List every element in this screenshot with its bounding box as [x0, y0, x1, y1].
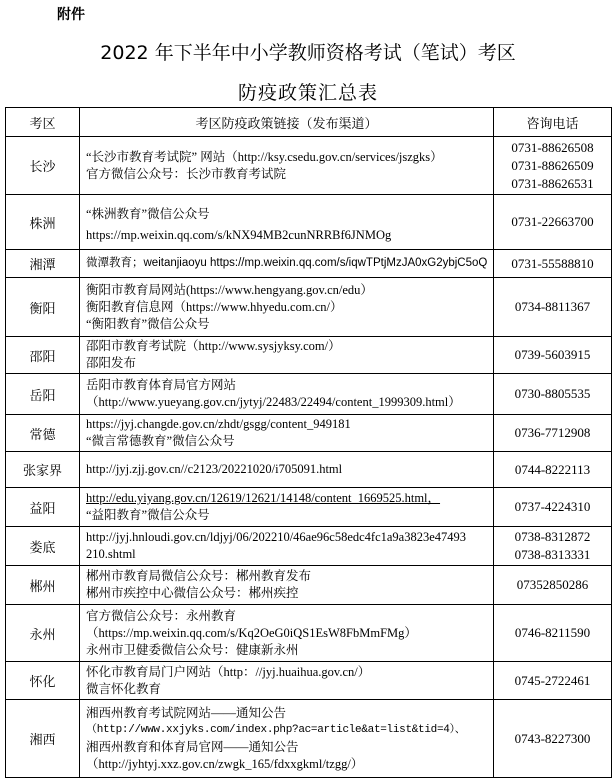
table-row	[6, 488, 612, 527]
links-cell	[80, 137, 494, 195]
region-cell: 邵阳	[6, 337, 80, 374]
header-phone: 咨询电话	[494, 108, 612, 137]
policy-link[interactable]: （https://mp.weixin.qq.com/s/Kq2OeG0iQS1EsW8FbMmFMg）	[86, 625, 417, 640]
policy-channel: 永州市卫健委微信公众号：健康新永州	[86, 642, 299, 657]
policy-channel: 郴州市疾控中心微信公众号：郴州疾控	[86, 586, 299, 600]
table-row	[6, 337, 612, 374]
phone-number: 0739-5603915	[514, 347, 591, 362]
phone-cell	[494, 566, 612, 605]
region-cell: 株洲	[6, 195, 80, 250]
policy-channel: 官方微信公众号：长沙市教育考试院	[86, 166, 287, 181]
phone-number: 0746-8211590	[514, 625, 591, 640]
policy-link[interactable]: https://jyj.changde.gov.cn/zhdt/gsgg/content_949181	[86, 417, 351, 431]
links-cell	[80, 527, 494, 566]
links-cell	[80, 374, 494, 415]
region-cell: 益阳	[6, 488, 80, 527]
table-row	[6, 452, 612, 488]
phone-number: 0731-22663700	[511, 214, 594, 229]
region-cell: 娄底	[6, 527, 80, 566]
policy-channel: 微言怀化教育	[86, 681, 162, 696]
region-cell: 怀化	[6, 662, 80, 700]
policy-link[interactable]: 怀化市教育局门户网站（http：//jyj.huaihua.gov.cn/）	[86, 664, 371, 679]
phone-cell	[494, 527, 612, 566]
phone-number: 0731-88626508	[511, 139, 594, 155]
phone-cell	[494, 195, 612, 250]
region-cell: 常德	[6, 415, 80, 452]
links-cell	[80, 566, 494, 605]
links-cell	[80, 195, 494, 250]
table-row	[6, 250, 612, 278]
phone-cell	[494, 278, 612, 337]
phone-number: 0745-2722461	[514, 672, 591, 688]
policy-link[interactable]: 邵阳市教育考试院（http://www.sysjyksy.com/）	[86, 339, 341, 353]
table-row	[6, 278, 612, 337]
policy-channel: 邵阳发布	[86, 356, 137, 370]
policy-channel: 湘西州教育考试院网站——通知公告	[86, 705, 287, 720]
policy-channel: 湘西州教育和体育局官网——通知公告	[86, 739, 299, 754]
table-row	[6, 662, 612, 700]
links-cell	[80, 662, 494, 700]
policy-link[interactable]: http://jyj.hnloudi.gov.cn/ldjyj/06/202210/46ae96c58edc4fc1a9a3823e47493	[86, 530, 467, 544]
links-cell	[80, 250, 494, 278]
phone-cell	[494, 662, 612, 700]
table-row	[6, 566, 612, 605]
phone-number: 0738-8312872	[514, 529, 591, 544]
links-cell	[80, 415, 494, 452]
phone-cell	[494, 488, 612, 527]
phone-number: 0730-8805535	[514, 386, 591, 401]
phone-cell	[494, 337, 612, 374]
links-cell	[80, 700, 494, 778]
policy-link[interactable]: （http://jyhtyj.xxz.gov.cn/zwgk_165/fdxxgkml/tzgg/）	[86, 756, 364, 771]
header-region: 考区	[6, 108, 80, 137]
table-row	[6, 415, 612, 452]
phone-number: 07352850286	[516, 577, 589, 592]
links-cell	[80, 452, 494, 488]
phone-cell	[494, 137, 612, 195]
policy-link[interactable]: https://mp.weixin.qq.com/s/kNX94MB2cunNRRBf6JNMOg	[86, 227, 392, 242]
table-row	[6, 605, 612, 662]
policy-link[interactable]: 衡阳教育信息网（https://www.hhyedu.com.cn/）	[86, 299, 343, 314]
region-cell: 湘潭	[6, 250, 80, 278]
document-subtitle: 防疫政策汇总表	[237, 82, 378, 104]
policy-link-continued[interactable]: 210.shtml	[86, 547, 136, 561]
phone-cell	[494, 250, 612, 278]
policy-channel: 郴州市教育局微信公众号：郴州教育发布	[86, 569, 312, 583]
policy-link[interactable]: http://jyj.zjj.gov.cn//c2123/20221020/i705091.html	[86, 462, 343, 476]
phone-cell	[494, 700, 612, 778]
policy-link[interactable]: 衡阳市教育局网站(https://www.hengyang.gov.cn/edu）	[86, 282, 373, 297]
policy-table	[5, 107, 612, 778]
policy-channel: “株洲教育”微信公众号	[86, 206, 210, 221]
header-links: 考区防疫政策链接（发布渠道）	[80, 108, 494, 137]
policy-link[interactable]: （http://www.yueyang.gov.cn/jytyj/22483/22494/content_1999309.html）	[86, 395, 461, 409]
table-row	[6, 374, 612, 415]
policy-channel: 岳阳市教育体育局官方网站	[86, 378, 237, 392]
phone-number: 0736-7712908	[514, 425, 591, 440]
document-title: 2022 年下半年中小学教师资格考试（笔试）考区	[100, 42, 516, 64]
phone-number: 0734-8811367	[514, 299, 591, 314]
attachment-label: 附件	[57, 7, 85, 23]
phone-cell	[494, 605, 612, 662]
phone-cell	[494, 415, 612, 452]
phone-number: 0737-4224310	[514, 499, 591, 514]
phone-number: 0731-88626509	[511, 157, 594, 173]
table-row	[6, 137, 612, 195]
links-cell	[80, 278, 494, 337]
phone-cell	[494, 452, 612, 488]
table-row	[6, 527, 612, 566]
phone-number: 0731-55588810	[511, 255, 594, 271]
region-cell: 郴州	[6, 566, 80, 605]
phone-number: 0743-8227300	[514, 730, 591, 746]
region-cell: 长沙	[6, 137, 80, 195]
region-cell: 湘西	[6, 700, 80, 778]
links-cell	[80, 605, 494, 662]
table-header-row	[6, 108, 612, 137]
policy-channel: “微言常德教育”微信公众号	[86, 434, 235, 448]
region-cell: 岳阳	[6, 374, 80, 415]
phone-number: 0738-8313331	[514, 547, 591, 562]
phone-cell	[494, 374, 612, 415]
table-row	[6, 700, 612, 778]
phone-number: 0744-8222113	[514, 461, 591, 477]
region-cell: 张家界	[6, 452, 80, 488]
table-row	[6, 195, 612, 250]
policy-link[interactable]: （http://www.xxjyks.com/index.php?ac=article&at=list&tid=4）、	[86, 723, 466, 736]
policy-channel: 官方微信公众号：永州教育	[86, 608, 237, 623]
region-cell: 永州	[6, 605, 80, 662]
phone-number: 0731-88626531	[511, 175, 594, 191]
policy-link[interactable]: http://edu.yiyang.gov.cn/12619/12621/14148/content_1669525.html，	[86, 491, 441, 505]
links-cell	[80, 488, 494, 527]
policy-link[interactable]: 微潭教育；weitanjiaoyu https://mp.weixin.qq.com/s/iqwTPtjMzJA0xG2ybjC5oQ	[86, 257, 488, 269]
policy-link[interactable]: “长沙市教育考试院” 网站（http://ksy.csedu.gov.cn/services/jszgks）	[86, 149, 443, 164]
policy-channel: “衡阳教育”微信公众号	[86, 316, 210, 331]
region-cell: 衡阳	[6, 278, 80, 337]
policy-channel: “益阳教育”微信公众号	[86, 508, 210, 522]
links-cell	[80, 337, 494, 374]
